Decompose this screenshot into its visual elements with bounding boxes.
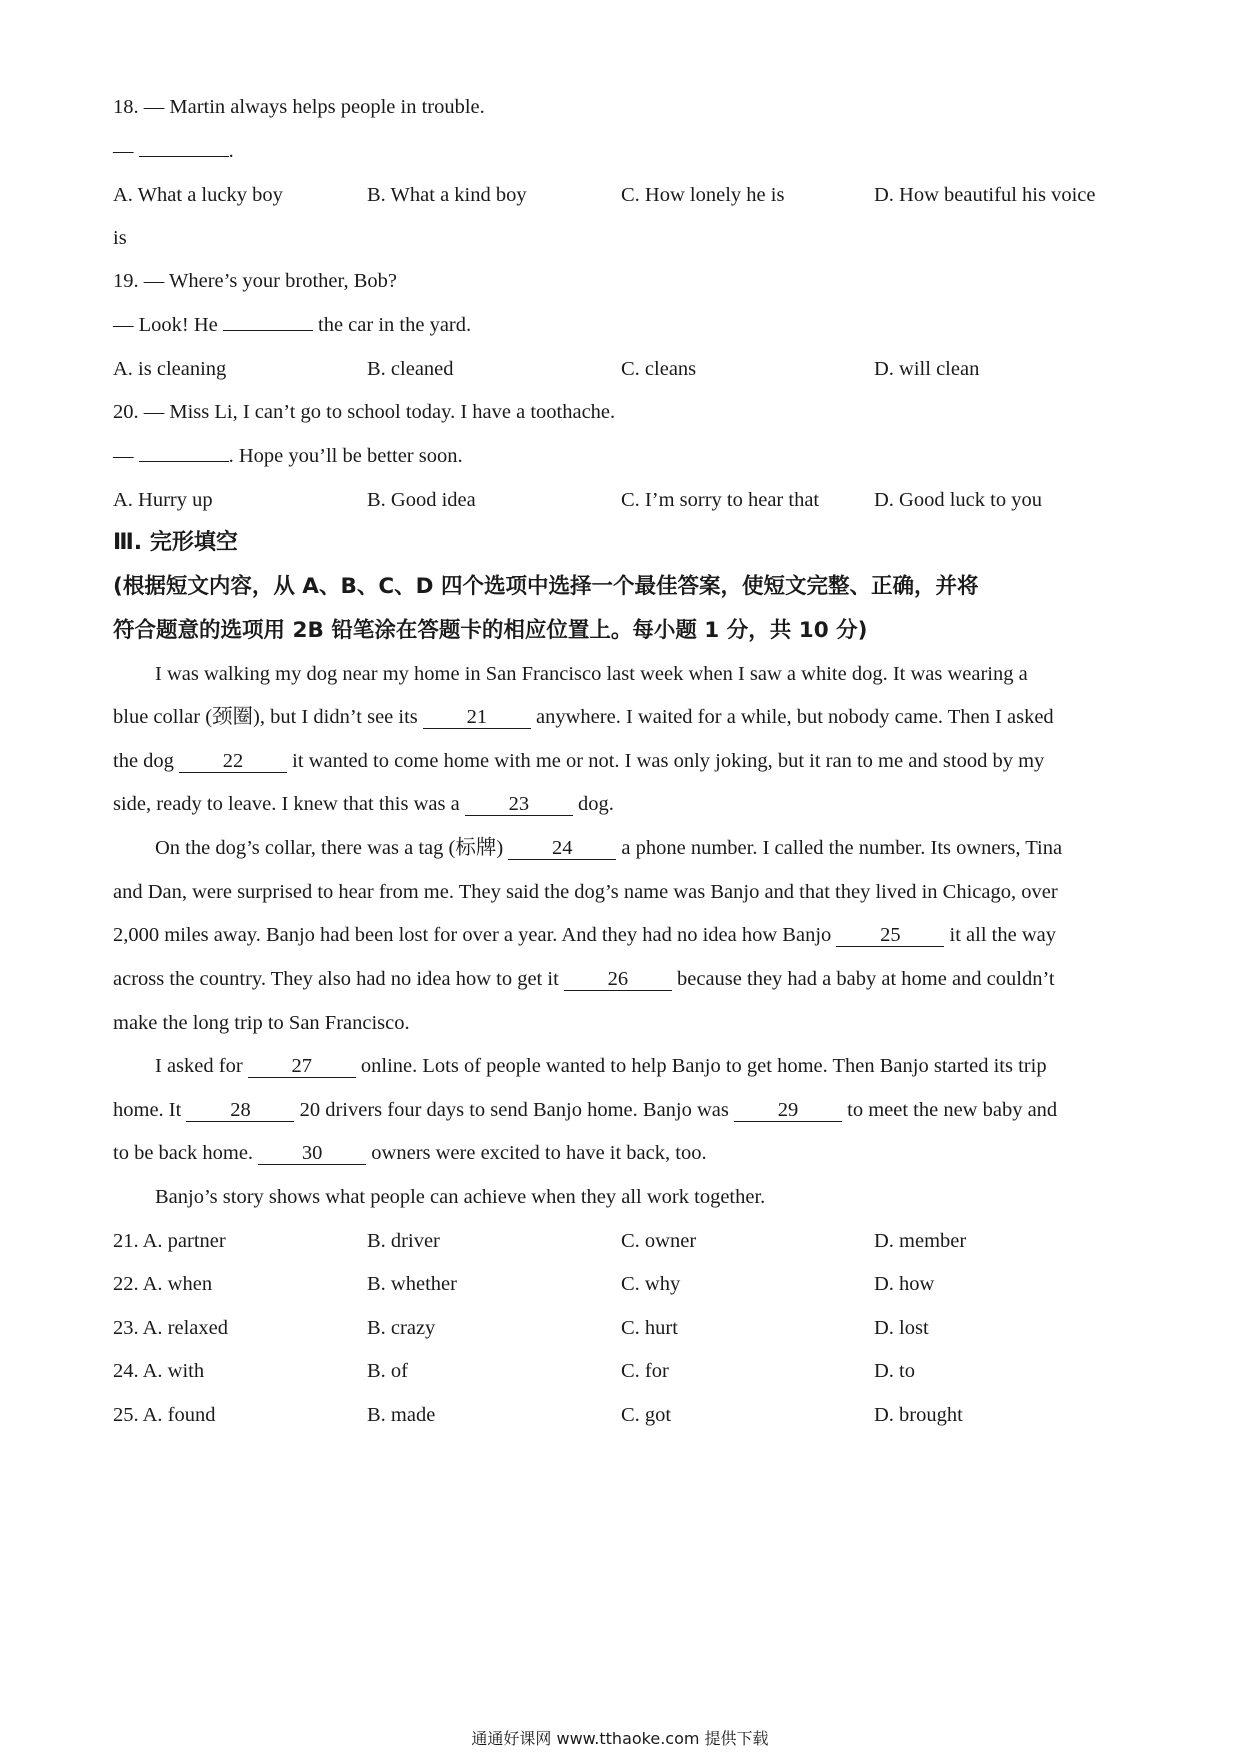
option-b: B. of [367, 1360, 408, 1382]
option-a: A. What a lucky boy [113, 184, 283, 206]
cloze-blank-30: 30 [258, 1142, 366, 1165]
q20-stem: 20. — Miss Li, I can’t go to school today. I have a toothache. [113, 401, 616, 423]
option-d: D. lost [874, 1317, 929, 1339]
option-c: C. why [621, 1273, 681, 1295]
option-d: D. brought [874, 1404, 963, 1426]
passage-line: side, ready to leave. I knew that this was a 23 dog. [113, 793, 614, 815]
option-c: C. owner [621, 1230, 697, 1252]
passage-line: I was walking my dog near my home in San Francisco last week when I saw a white dog. It was wearing a [155, 663, 1028, 685]
option-d: D. how [874, 1273, 935, 1295]
option-d: D. to [874, 1360, 915, 1382]
passage-line: On the dog’s collar, there was a tag (标牌) 24 a phone number. I called the number. Its owners, Tina [155, 837, 1063, 859]
section-instructions-line2: 符合题意的选项用 2B 铅笔涂在答题卡的相应位置上。每小题 1 分，共 10 分) [113, 618, 868, 643]
cloze-blank-29: 29 [734, 1099, 842, 1122]
option-b: B. cleaned [367, 358, 454, 380]
passage-line: home. It 28 20 drivers four days to send Banjo home. Banjo was 29 to meet the new baby and [113, 1099, 1058, 1121]
option-d: D. member [874, 1230, 967, 1252]
q19-stem: 19. — Where’s your brother, Bob? [113, 270, 398, 292]
cloze-blank-22: 22 [179, 750, 287, 773]
option-d: D. How beautiful his voice [874, 184, 1096, 206]
q18-reply: — . [113, 140, 234, 162]
option-a: A. is cleaning [113, 358, 227, 380]
passage-line: 2,000 miles away. Banjo had been lost for over a year. And they had no idea how Banjo 25 it all the way [113, 924, 1056, 946]
option-c: C. cleans [621, 358, 697, 380]
option-a: 24. A. with [113, 1360, 205, 1382]
q18-stem: 18. — Martin always helps people in trouble. [113, 96, 485, 118]
q19-reply: — Look! He the car in the yard. [113, 314, 472, 336]
option-b: B. made [367, 1404, 436, 1426]
page-footer: 通通好课网 www.tthaoke.com 提供下载 [471, 1729, 769, 1748]
answer-blank [139, 156, 229, 157]
section-heading: Ⅲ. 完形填空 [113, 530, 238, 555]
cloze-blank-27: 27 [248, 1055, 356, 1078]
cloze-blank-26: 26 [564, 968, 672, 991]
option-b: B. What a kind boy [367, 184, 527, 206]
option-c: C. hurt [621, 1317, 678, 1339]
option-a: 21. A. partner [113, 1230, 226, 1252]
passage-line: I asked for 27 online. Lots of people wanted to help Banjo to get home. Then Banjo started its trip [155, 1055, 1047, 1077]
option-b: B. driver [367, 1230, 440, 1252]
option-a: 25. A. found [113, 1404, 216, 1426]
cloze-blank-25: 25 [836, 924, 944, 947]
answer-blank [139, 461, 229, 462]
option-a: A. Hurry up [113, 489, 213, 511]
passage-line: and Dan, were surprised to hear from me. They said the dog’s name was Banjo and that they lived in Chicago, over [113, 881, 1058, 903]
option-b: B. whether [367, 1273, 457, 1295]
option-b: B. Good idea [367, 489, 476, 511]
option-b: B. crazy [367, 1317, 436, 1339]
answer-blank [223, 330, 313, 331]
option-d: D. Good luck to you [874, 489, 1042, 511]
passage-line: across the country. They also had no idea how to get it 26 because they had a baby at home and couldn’t [113, 968, 1055, 990]
passage-line: the dog 22 it wanted to come home with me or not. I was only joking, but it ran to me and stood by my [113, 750, 1045, 772]
passage-line: Banjo’s story shows what people can achieve when they all work together. [155, 1186, 766, 1208]
passage-line: to be back home. 30 owners were excited to have it back, too. [113, 1142, 707, 1164]
passage-line: blue collar (颈圈), but I didn’t see its 21 anywhere. I waited for a while, but nobody came. Then I asked [113, 706, 1054, 728]
option-c: C. I’m sorry to hear that [621, 489, 820, 511]
section-instructions-line1: (根据短文内容，从 A、B、C、D 四个选项中选择一个最佳答案，使短文完整、正确，并将 [113, 574, 979, 599]
option-a: 23. A. relaxed [113, 1317, 228, 1339]
option-a: 22. A. when [113, 1273, 213, 1295]
q18-option-overflow: is [113, 227, 127, 249]
option-d: D. will clean [874, 358, 980, 380]
cloze-blank-24: 24 [508, 837, 616, 860]
q20-reply: — . Hope you’ll be better soon. [113, 445, 463, 467]
passage-line: make the long trip to San Francisco. [113, 1012, 410, 1034]
cloze-blank-28: 28 [186, 1099, 294, 1122]
cloze-blank-23: 23 [465, 793, 573, 816]
option-c: C. for [621, 1360, 669, 1382]
option-c: C. got [621, 1404, 672, 1426]
option-c: C. How lonely he is [621, 184, 785, 206]
cloze-blank-21: 21 [423, 706, 531, 729]
